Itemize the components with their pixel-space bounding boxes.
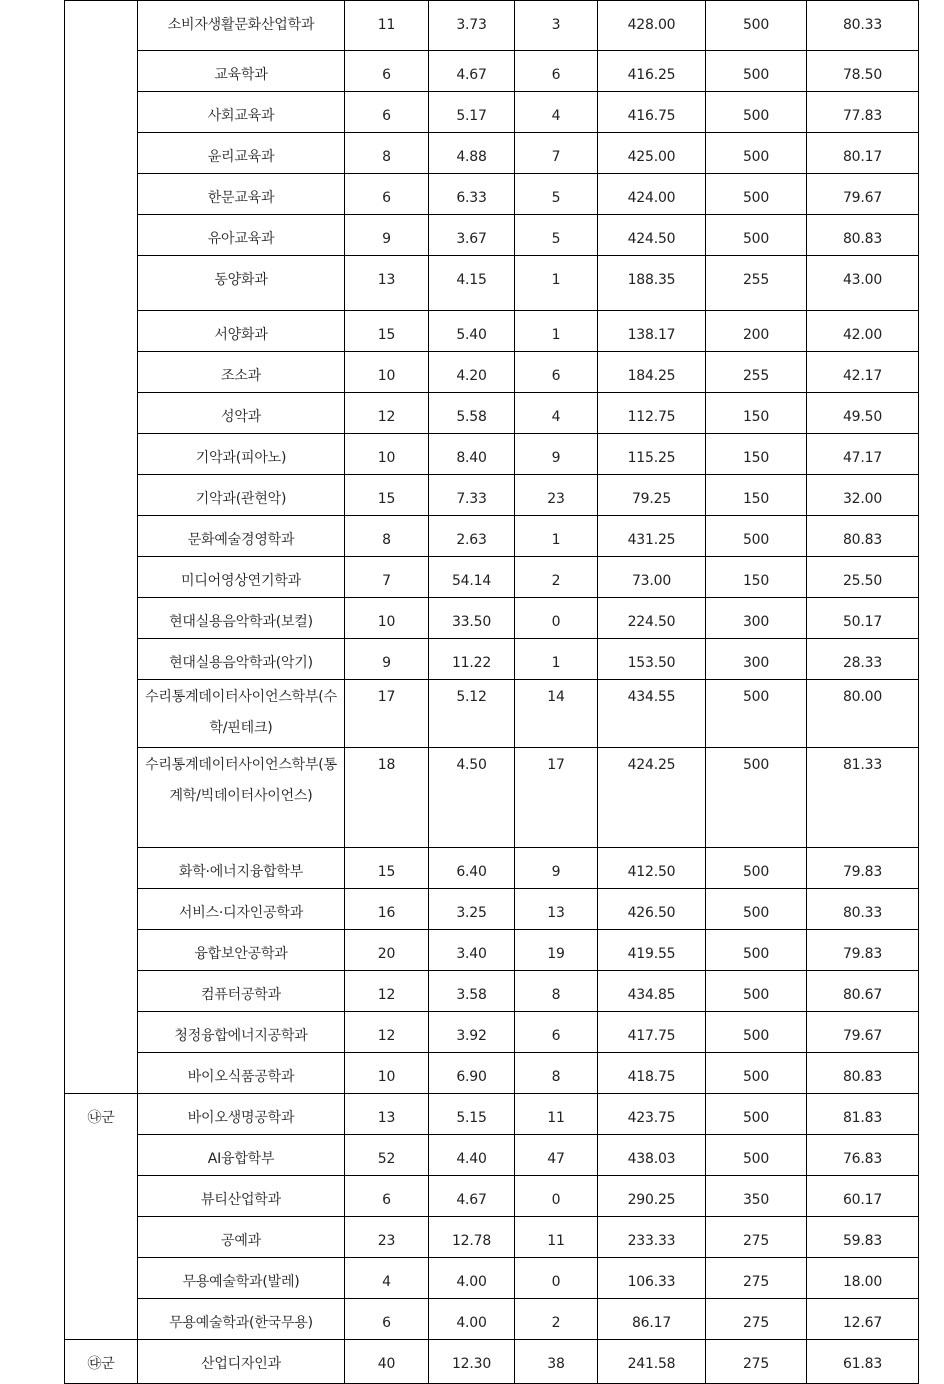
quota-cell: 6 [345, 174, 429, 215]
quota-cell: 13 [345, 1094, 429, 1135]
competition-rate-cell: 3.67 [429, 215, 515, 256]
score-max-cell: 500 [706, 971, 807, 1012]
quota-cell: 10 [345, 598, 429, 639]
additional-admits-cell: 14 [515, 680, 598, 748]
competition-rate-cell: 4.67 [429, 51, 515, 92]
score-total-cell: 73.00 [598, 557, 706, 598]
score-total-cell: 431.25 [598, 516, 706, 557]
score-converted-cell: 12.67 [807, 1299, 919, 1340]
quota-cell: 18 [345, 748, 429, 848]
table-row [65, 680, 919, 748]
table-row [65, 889, 919, 930]
score-converted-cell: 32.00 [807, 475, 919, 516]
score-converted-cell: 80.67 [807, 971, 919, 1012]
score-max-cell: 500 [706, 1135, 807, 1176]
additional-admits-cell: 5 [515, 215, 598, 256]
table-row [65, 1258, 919, 1299]
department-name-cell: 유아교육과 [138, 215, 345, 256]
competition-rate-cell: 3.58 [429, 971, 515, 1012]
table-row [65, 256, 919, 311]
quota-cell: 7 [345, 557, 429, 598]
score-max-cell: 500 [706, 516, 807, 557]
score-total-cell: 428.00 [598, 1, 706, 51]
score-converted-cell: 47.17 [807, 434, 919, 475]
additional-admits-cell: 5 [515, 174, 598, 215]
department-name-cell: 동양화과 [138, 256, 345, 311]
score-total-cell: 424.50 [598, 215, 706, 256]
group-label [65, 1, 138, 1094]
score-total-cell: 412.50 [598, 848, 706, 889]
score-total-cell: 438.03 [598, 1135, 706, 1176]
additional-admits-cell: 4 [515, 92, 598, 133]
quota-cell: 52 [345, 1135, 429, 1176]
score-max-cell: 500 [706, 680, 807, 748]
score-converted-cell: 79.67 [807, 174, 919, 215]
table-body [65, 1, 919, 1384]
additional-admits-cell: 9 [515, 848, 598, 889]
score-max-cell: 275 [706, 1258, 807, 1299]
score-converted-cell: 80.83 [807, 215, 919, 256]
department-name-cell: 소비자생활문화산업학과 [138, 1, 345, 51]
additional-admits-cell: 11 [515, 1094, 598, 1135]
additional-admits-cell: 17 [515, 748, 598, 848]
competition-rate-cell: 4.20 [429, 352, 515, 393]
table-row [65, 639, 919, 680]
additional-admits-cell: 11 [515, 1217, 598, 1258]
competition-rate-cell: 7.33 [429, 475, 515, 516]
score-total-cell: 426.50 [598, 889, 706, 930]
score-converted-cell: 80.33 [807, 1, 919, 51]
quota-cell: 10 [345, 352, 429, 393]
department-name-cell: 무용예술학과(발레) [138, 1258, 345, 1299]
score-converted-cell: 80.17 [807, 133, 919, 174]
competition-rate-cell: 54.14 [429, 557, 515, 598]
score-total-cell: 79.25 [598, 475, 706, 516]
department-name-cell: 화학·에너지융합학부 [138, 848, 345, 889]
competition-rate-cell: 6.40 [429, 848, 515, 889]
table-row [65, 1053, 919, 1094]
score-total-cell: 138.17 [598, 311, 706, 352]
score-max-cell: 150 [706, 434, 807, 475]
department-name-cell: 컴퓨터공학과 [138, 971, 345, 1012]
additional-admits-cell: 47 [515, 1135, 598, 1176]
score-total-cell: 224.50 [598, 598, 706, 639]
table-row [65, 557, 919, 598]
competition-rate-cell: 5.15 [429, 1094, 515, 1135]
score-converted-cell: 61.83 [807, 1340, 919, 1384]
table-row [65, 434, 919, 475]
score-total-cell: 153.50 [598, 639, 706, 680]
table-row [65, 1135, 919, 1176]
score-total-cell: 290.25 [598, 1176, 706, 1217]
table-row [65, 598, 919, 639]
score-converted-cell: 76.83 [807, 1135, 919, 1176]
competition-rate-cell: 2.63 [429, 516, 515, 557]
table-row [65, 971, 919, 1012]
competition-rate-cell: 11.22 [429, 639, 515, 680]
score-converted-cell: 78.50 [807, 51, 919, 92]
additional-admits-cell: 8 [515, 1053, 598, 1094]
quota-cell: 6 [345, 51, 429, 92]
table-row [65, 748, 919, 848]
table-row [65, 1176, 919, 1217]
score-converted-cell: 79.67 [807, 1012, 919, 1053]
department-name-cell: AI융합학부 [138, 1135, 345, 1176]
table-row [65, 1299, 919, 1340]
score-max-cell: 500 [706, 51, 807, 92]
score-max-cell: 150 [706, 557, 807, 598]
department-name-cell: 산업디자인과 [138, 1340, 345, 1384]
score-max-cell: 500 [706, 1012, 807, 1053]
score-max-cell: 500 [706, 133, 807, 174]
score-max-cell: 200 [706, 311, 807, 352]
quota-cell: 6 [345, 1299, 429, 1340]
competition-rate-cell: 33.50 [429, 598, 515, 639]
score-converted-cell: 49.50 [807, 393, 919, 434]
department-name-cell: 공예과 [138, 1217, 345, 1258]
table-row [65, 174, 919, 215]
score-converted-cell: 81.33 [807, 748, 919, 848]
department-name-cell: 융합보안공학과 [138, 930, 345, 971]
score-total-cell: 417.75 [598, 1012, 706, 1053]
quota-cell: 15 [345, 848, 429, 889]
group-label: ㉰군 [65, 1340, 138, 1384]
competition-rate-cell: 4.67 [429, 1176, 515, 1217]
additional-admits-cell: 1 [515, 516, 598, 557]
score-converted-cell: 79.83 [807, 848, 919, 889]
score-total-cell: 434.85 [598, 971, 706, 1012]
score-converted-cell: 77.83 [807, 92, 919, 133]
table-row [65, 1217, 919, 1258]
score-max-cell: 500 [706, 848, 807, 889]
score-max-cell: 500 [706, 930, 807, 971]
additional-admits-cell: 0 [515, 1176, 598, 1217]
group-label: ㉯군 [65, 1094, 138, 1340]
score-max-cell: 500 [706, 1053, 807, 1094]
table-row [65, 393, 919, 434]
department-name-cell: 청정융합에너지공학과 [138, 1012, 345, 1053]
score-converted-cell: 59.83 [807, 1217, 919, 1258]
department-name-cell: 교육학과 [138, 51, 345, 92]
score-total-cell: 112.75 [598, 393, 706, 434]
department-name-cell: 한문교육과 [138, 174, 345, 215]
competition-rate-cell: 4.88 [429, 133, 515, 174]
score-total-cell: 233.33 [598, 1217, 706, 1258]
score-total-cell: 424.25 [598, 748, 706, 848]
department-name-cell: 무용예술학과(한국무용) [138, 1299, 345, 1340]
score-max-cell: 255 [706, 352, 807, 393]
table-row [65, 516, 919, 557]
table-row [65, 352, 919, 393]
competition-rate-cell: 12.30 [429, 1340, 515, 1384]
additional-admits-cell: 1 [515, 311, 598, 352]
score-max-cell: 150 [706, 475, 807, 516]
competition-rate-cell: 5.12 [429, 680, 515, 748]
score-total-cell: 241.58 [598, 1340, 706, 1384]
department-name-cell: 기악과(피아노) [138, 434, 345, 475]
quota-cell: 8 [345, 516, 429, 557]
additional-admits-cell: 3 [515, 1, 598, 51]
score-total-cell: 434.55 [598, 680, 706, 748]
department-name-cell: 윤리교육과 [138, 133, 345, 174]
competition-rate-cell: 3.40 [429, 930, 515, 971]
score-converted-cell: 80.83 [807, 1053, 919, 1094]
table-row [65, 1012, 919, 1053]
score-max-cell: 275 [706, 1340, 807, 1384]
quota-cell: 15 [345, 311, 429, 352]
additional-admits-cell: 2 [515, 557, 598, 598]
quota-cell: 9 [345, 639, 429, 680]
additional-admits-cell: 38 [515, 1340, 598, 1384]
competition-rate-cell: 3.92 [429, 1012, 515, 1053]
department-name-cell: 조소과 [138, 352, 345, 393]
quota-cell: 17 [345, 680, 429, 748]
score-max-cell: 500 [706, 1, 807, 51]
additional-admits-cell: 19 [515, 930, 598, 971]
quota-cell: 12 [345, 971, 429, 1012]
competition-rate-cell: 5.40 [429, 311, 515, 352]
additional-admits-cell: 0 [515, 1258, 598, 1299]
department-name-cell: 현대실용음악학과(보컬) [138, 598, 345, 639]
department-name-cell: 뷰티산업학과 [138, 1176, 345, 1217]
score-total-cell: 184.25 [598, 352, 706, 393]
table-row [65, 51, 919, 92]
additional-admits-cell: 6 [515, 352, 598, 393]
additional-admits-cell: 6 [515, 51, 598, 92]
quota-cell: 4 [345, 1258, 429, 1299]
quota-cell: 12 [345, 393, 429, 434]
score-total-cell: 115.25 [598, 434, 706, 475]
score-max-cell: 500 [706, 889, 807, 930]
score-total-cell: 418.75 [598, 1053, 706, 1094]
table-row [65, 475, 919, 516]
score-max-cell: 255 [706, 256, 807, 311]
table-row [65, 311, 919, 352]
additional-admits-cell: 6 [515, 1012, 598, 1053]
competition-rate-cell: 12.78 [429, 1217, 515, 1258]
score-converted-cell: 80.00 [807, 680, 919, 748]
quota-cell: 6 [345, 92, 429, 133]
table-row [65, 848, 919, 889]
department-name-cell: 성악과 [138, 393, 345, 434]
competition-rate-cell: 4.50 [429, 748, 515, 848]
quota-cell: 6 [345, 1176, 429, 1217]
competition-rate-cell: 4.15 [429, 256, 515, 311]
competition-rate-cell: 4.00 [429, 1258, 515, 1299]
quota-cell: 8 [345, 133, 429, 174]
table-row [65, 1340, 919, 1384]
table-row [65, 930, 919, 971]
department-name-cell: 기악과(관현악) [138, 475, 345, 516]
score-total-cell: 419.55 [598, 930, 706, 971]
score-total-cell: 424.00 [598, 174, 706, 215]
department-name-cell: 수리통계데이터사이언스학부(통계학/빅데이터사이언스) [138, 748, 345, 848]
score-converted-cell: 28.33 [807, 639, 919, 680]
quota-cell: 11 [345, 1, 429, 51]
score-max-cell: 150 [706, 393, 807, 434]
competition-rate-cell: 3.73 [429, 1, 515, 51]
quota-cell: 10 [345, 434, 429, 475]
department-name-cell: 미디어영상연기학과 [138, 557, 345, 598]
score-total-cell: 86.17 [598, 1299, 706, 1340]
score-max-cell: 350 [706, 1176, 807, 1217]
competition-rate-cell: 5.58 [429, 393, 515, 434]
score-converted-cell: 79.83 [807, 930, 919, 971]
score-max-cell: 500 [706, 174, 807, 215]
department-name-cell: 현대실용음악학과(악기) [138, 639, 345, 680]
additional-admits-cell: 7 [515, 133, 598, 174]
score-max-cell: 500 [706, 92, 807, 133]
additional-admits-cell: 1 [515, 639, 598, 680]
score-converted-cell: 42.00 [807, 311, 919, 352]
score-total-cell: 106.33 [598, 1258, 706, 1299]
table-row [65, 1, 919, 51]
department-name-cell: 서비스·디자인공학과 [138, 889, 345, 930]
score-max-cell: 500 [706, 1094, 807, 1135]
competition-rate-cell: 5.17 [429, 92, 515, 133]
additional-admits-cell: 9 [515, 434, 598, 475]
additional-admits-cell: 2 [515, 1299, 598, 1340]
department-name-cell: 서양화과 [138, 311, 345, 352]
score-converted-cell: 60.17 [807, 1176, 919, 1217]
score-converted-cell: 18.00 [807, 1258, 919, 1299]
score-total-cell: 188.35 [598, 256, 706, 311]
admission-results-table [64, 0, 919, 1384]
additional-admits-cell: 1 [515, 256, 598, 311]
competition-rate-cell: 6.33 [429, 174, 515, 215]
department-name-cell: 바이오식품공학과 [138, 1053, 345, 1094]
score-converted-cell: 42.17 [807, 352, 919, 393]
score-max-cell: 300 [706, 598, 807, 639]
score-max-cell: 500 [706, 215, 807, 256]
quota-cell: 12 [345, 1012, 429, 1053]
score-converted-cell: 81.83 [807, 1094, 919, 1135]
score-max-cell: 300 [706, 639, 807, 680]
additional-admits-cell: 8 [515, 971, 598, 1012]
competition-rate-cell: 4.00 [429, 1299, 515, 1340]
score-max-cell: 275 [706, 1299, 807, 1340]
additional-admits-cell: 13 [515, 889, 598, 930]
score-converted-cell: 80.33 [807, 889, 919, 930]
table-row [65, 215, 919, 256]
score-converted-cell: 50.17 [807, 598, 919, 639]
score-converted-cell: 80.83 [807, 516, 919, 557]
quota-cell: 16 [345, 889, 429, 930]
score-total-cell: 416.75 [598, 92, 706, 133]
additional-admits-cell: 23 [515, 475, 598, 516]
score-total-cell: 425.00 [598, 133, 706, 174]
competition-rate-cell: 4.40 [429, 1135, 515, 1176]
score-converted-cell: 25.50 [807, 557, 919, 598]
quota-cell: 40 [345, 1340, 429, 1384]
score-total-cell: 416.25 [598, 51, 706, 92]
score-max-cell: 275 [706, 1217, 807, 1258]
table-row [65, 1094, 919, 1135]
department-name-cell: 사회교육과 [138, 92, 345, 133]
score-total-cell: 423.75 [598, 1094, 706, 1135]
department-name-cell: 바이오생명공학과 [138, 1094, 345, 1135]
competition-rate-cell: 8.40 [429, 434, 515, 475]
department-name-cell: 수리통계데이터사이언스학부(수학/핀테크) [138, 680, 345, 748]
table-row [65, 133, 919, 174]
quota-cell: 23 [345, 1217, 429, 1258]
score-max-cell: 500 [706, 748, 807, 848]
quota-cell: 10 [345, 1053, 429, 1094]
quota-cell: 20 [345, 930, 429, 971]
table-row [65, 92, 919, 133]
competition-rate-cell: 3.25 [429, 889, 515, 930]
quota-cell: 13 [345, 256, 429, 311]
additional-admits-cell: 4 [515, 393, 598, 434]
score-converted-cell: 43.00 [807, 256, 919, 311]
additional-admits-cell: 0 [515, 598, 598, 639]
quota-cell: 9 [345, 215, 429, 256]
competition-rate-cell: 6.90 [429, 1053, 515, 1094]
quota-cell: 15 [345, 475, 429, 516]
department-name-cell: 문화예술경영학과 [138, 516, 345, 557]
